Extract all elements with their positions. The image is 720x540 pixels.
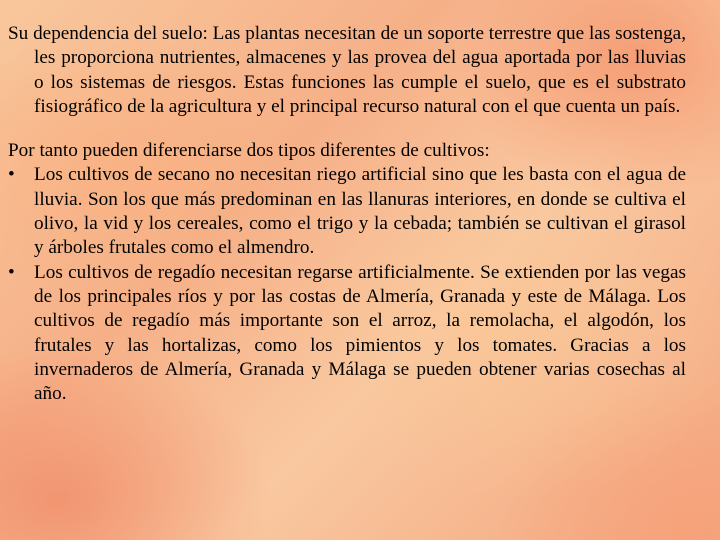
- crop-types-intro: Por tanto pueden diferenciarse dos tipos diferentes de cultivos:: [8, 140, 490, 162]
- paragraph-spacer: [8, 119, 686, 139]
- list-item-regadio: [8, 261, 686, 407]
- secano-text: Los cultivos de secano no necesitan riego artificial sino que les basta con el agua de lluvia. Son los que más predominan en las llanuras interiores, en donde se cultiva el olivo, la vid y los cereales, como el trigo y la cebada; también se cultivan el girasol y árboles frutales como el almendro.: [34, 164, 686, 259]
- slide-content: [8, 22, 686, 406]
- regadio-text: Los cultivos de regadío necesitan regarse artificialmente. Se extienden por las vegas de los principales ríos y por las costas de Almería, Granada y este de Málaga. Los cultivos de regadío más importante son el arroz, la remolacha, el algodón, los frutales y las hortalizas, como los pimientos y los tomates. Gracias a los invernaderos de Almería, Granada y Málaga se pueden obtener varias cosechas al año.: [34, 261, 686, 405]
- crop-types-list: [8, 163, 686, 406]
- bullet-icon: •: [8, 164, 15, 186]
- list-item-secano: [8, 163, 686, 260]
- bullet-icon: •: [8, 261, 15, 283]
- soil-dependency-paragraph: Su dependencia del suelo: Las plantas necesitan de un soporte terrestre que las sostenga, les proporciona nutrientes, almacenes y las provea del agua aportada por las lluvias o los sistemas de riesgos. Estas funciones las cumple el suelo, que es el substrato fisiográfico de la agricultura y el principal recurso natural con el que cuenta un país.: [8, 23, 686, 117]
